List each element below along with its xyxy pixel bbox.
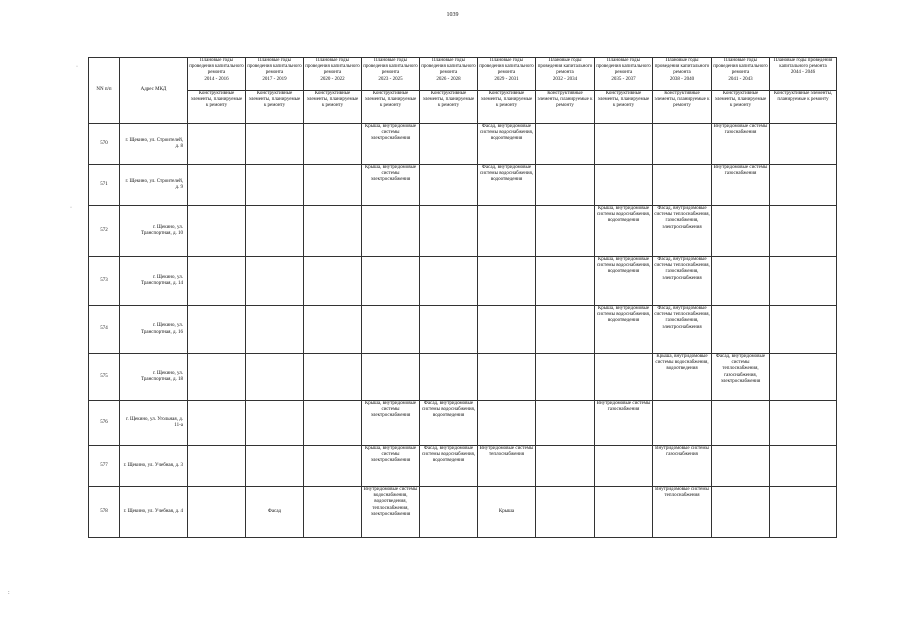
row-cell (770, 354, 837, 401)
header-period-label: Плановые годы проведения капитального ремонта (189, 58, 244, 76)
header-elements-10: Конструктивные элементы, планируемые к ремонту (770, 91, 837, 124)
page-number: 1039 (446, 12, 459, 18)
header-elements-6: Конструктивные элементы, планируемые к ремонту (536, 91, 595, 124)
header-period-10 (770, 58, 837, 91)
row-cell (595, 165, 653, 206)
row-cell (188, 446, 246, 487)
row-cell (595, 124, 653, 165)
row-cell: Крыша, внутридомовые системы электроснабжения (362, 165, 420, 206)
header-period-8 (653, 58, 712, 91)
row-cell (478, 354, 536, 401)
row-cell (362, 257, 420, 306)
header-period-years: 2044 - 2046 (790, 70, 816, 76)
table-row (89, 165, 837, 206)
row-number: 575 (89, 354, 120, 401)
header-period-label: Плановые годы проведения капитального ремонта (713, 58, 768, 76)
header-elements-5: Конструктивные элементы, планируемые к ремонту (478, 91, 536, 124)
header-period-9 (712, 58, 770, 91)
row-cell (770, 401, 837, 446)
header-elements-9: Конструктивные элементы, планируемые к ремонту (712, 91, 770, 124)
row-cell: Внутридомовые системы теплоснабжения (653, 487, 712, 538)
header-period-2 (304, 58, 362, 91)
row-number: 576 (89, 401, 120, 446)
header-period-label: Плановые годы проведения капитального ремонта (247, 58, 302, 76)
table-row (89, 401, 837, 446)
header-period-5 (478, 58, 536, 91)
header-period-years: 2029 - 2031 (494, 76, 519, 82)
row-cell (770, 487, 837, 538)
row-cell (188, 206, 246, 257)
row-number: 574 (89, 306, 120, 354)
header-period-years: 2038 - 2040 (669, 76, 695, 82)
row-number: 571 (89, 165, 120, 206)
table-row (89, 257, 837, 306)
header-period-label: Плановые годы проведения капитального ремонта (773, 58, 833, 70)
row-cell (478, 257, 536, 306)
row-address: г. Щекино, ул. Угольная, д. 11-а (120, 401, 188, 446)
row-cell (304, 124, 362, 165)
row-cell: Фасад, внутридомовые системы теплоснабжения, газоснабжения, электроснабжения (653, 306, 712, 354)
table-row (89, 124, 837, 165)
header-period-years: 2026 - 2028 (436, 76, 461, 82)
header-elements-3: Конструктивные элементы, планируемые к ремонту (362, 91, 420, 124)
row-cell (304, 487, 362, 538)
row-cell (304, 257, 362, 306)
row-cell: Внутридомовые системы газоснабжения (712, 165, 770, 206)
row-address: г. Щекино, ул. Транспортная, д. 14 (120, 257, 188, 306)
row-cell (246, 165, 304, 206)
header-period-1 (246, 58, 304, 91)
row-cell (770, 257, 837, 306)
row-cell (712, 306, 770, 354)
row-cell (770, 124, 837, 165)
header-period-years: 2017 - 2019 (262, 76, 287, 82)
header-elements-4: Конструктивные элементы, планируемые к ремонту (420, 91, 478, 124)
header-period-4 (420, 58, 478, 91)
row-cell: Фасад, внутридомовые системы теплоснабжения, газоснабжения, электроснабжения (712, 354, 770, 401)
row-cell (420, 124, 478, 165)
row-cell (304, 401, 362, 446)
row-cell (478, 306, 536, 354)
header-period-3 (362, 58, 420, 91)
row-cell (536, 446, 595, 487)
header-period-label: Плановые годы проведения капитального ремонта (654, 58, 710, 76)
row-cell (362, 354, 420, 401)
row-cell (188, 354, 246, 401)
row-cell (304, 206, 362, 257)
row-cell (770, 165, 837, 206)
row-cell: Внутридомовые системы газоснабжения (653, 446, 712, 487)
row-address: г. Щекино, ул. Транспортная, д. 16 (120, 306, 188, 354)
row-cell (712, 446, 770, 487)
row-cell (536, 124, 595, 165)
row-cell (653, 165, 712, 206)
row-address: г. Щекино, ул. Транспортная, д. 10 (120, 206, 188, 257)
row-cell (595, 487, 653, 538)
row-cell (420, 206, 478, 257)
row-cell: Крыша, внутридомовые системы электроснабжения (362, 446, 420, 487)
row-cell (770, 306, 837, 354)
table-row (89, 306, 837, 354)
header-period-years: 2032 - 2034 (552, 76, 578, 82)
header-period-label: Плановые годы проведения капитального ремонта (596, 58, 651, 76)
row-cell (420, 165, 478, 206)
repair-schedule-table (88, 57, 837, 538)
header-period-label: Плановые годы проведения капитального ремонта (305, 58, 360, 76)
header-num: NN п/п (89, 58, 120, 124)
header-period-label: Плановые годы проведения капитального ремонта (537, 58, 593, 76)
row-cell (653, 124, 712, 165)
header-period-label: Плановые годы проведения капитального ремонта (421, 58, 476, 76)
row-cell: Внутридомовые системы газоснабжения (595, 401, 653, 446)
row-cell: Крыша (478, 487, 536, 538)
row-cell (536, 487, 595, 538)
row-cell (246, 446, 304, 487)
table-row (89, 354, 837, 401)
row-number: 573 (89, 257, 120, 306)
row-address: г. Щекино, ул. Транспортная, д. 18 (120, 354, 188, 401)
row-cell (362, 306, 420, 354)
header-period-years: 2023 - 2025 (378, 76, 403, 82)
table-row (89, 206, 837, 257)
row-cell: Крыша, внутридомовые системы водоснабжения, водоотведения (595, 306, 653, 354)
row-cell (595, 446, 653, 487)
header-elements-7: Конструктивные элементы, планируемые к ремонту (595, 91, 653, 124)
row-cell (770, 446, 837, 487)
row-cell: Фасад, внутридомовые системы водоснабжения, водоотведения (478, 124, 536, 165)
row-cell (246, 401, 304, 446)
row-cell (420, 257, 478, 306)
margin-dot: : (8, 590, 10, 596)
table-row (89, 487, 837, 538)
header-period-0 (188, 58, 246, 91)
row-cell (712, 487, 770, 538)
margin-dot: · (70, 205, 72, 211)
row-cell (420, 487, 478, 538)
row-cell (536, 354, 595, 401)
row-cell: Внутридомовые системы водоснабжения, водоотведения, теплоснабжения, электроснабжения (362, 487, 420, 538)
row-cell (188, 124, 246, 165)
header-elements-1: Конструктивные элементы, планируемые к ремонту (246, 91, 304, 124)
row-cell (188, 487, 246, 538)
row-cell (304, 306, 362, 354)
row-cell (712, 206, 770, 257)
row-cell (536, 206, 595, 257)
row-cell (246, 306, 304, 354)
row-cell (362, 206, 420, 257)
row-cell (246, 124, 304, 165)
row-cell: Крыша, внутридомовые системы водоснабжения, водоотведения (595, 257, 653, 306)
row-address: г. Щекино, ул. Строителей, д. 9 (120, 165, 188, 206)
row-cell: Фасад (246, 487, 304, 538)
row-cell: Внутридомовые системы теплоснабжения (478, 446, 536, 487)
row-address: г. Щекино, ул. Учебная, д. 3 (120, 446, 188, 487)
row-cell (246, 206, 304, 257)
row-cell: Фасад, внутридомовые системы теплоснабжения, газоснабжения, электроснабжения (653, 206, 712, 257)
header-period-years: 2014 - 2016 (204, 76, 229, 82)
row-cell (188, 257, 246, 306)
header-period-years: 2035 - 2037 (611, 76, 636, 82)
row-cell: Крыша, внутридомовые системы водоснабжения, водоотведения (595, 206, 653, 257)
row-cell (246, 257, 304, 306)
row-number: 578 (89, 487, 120, 538)
row-address: г. Щекино, ул. Строителей, д. 8 (120, 124, 188, 165)
header-elements-8: Конструктивные элементы, планируемые к ремонту (653, 91, 712, 124)
header-period-years: 2020 - 2022 (320, 76, 345, 82)
row-cell (304, 446, 362, 487)
row-cell (536, 401, 595, 446)
row-address: г. Щекино, ул. Учебная, д. 4 (120, 487, 188, 538)
row-cell (653, 401, 712, 446)
row-cell (712, 257, 770, 306)
header-period-label: Плановые годы проведения капитального ремонта (363, 58, 418, 76)
row-cell: Фасад, внутридомовые системы водоснабжения, водоотведения (420, 446, 478, 487)
row-cell (304, 165, 362, 206)
header-period-7 (595, 58, 653, 91)
row-cell: Крыша, внутридомовые системы водоснабжения, водоотведения (653, 354, 712, 401)
table-row (89, 446, 837, 487)
row-cell (536, 257, 595, 306)
row-cell: Фасад, внутридомовые системы теплоснабжения, газоснабжения, электроснабжения (653, 257, 712, 306)
row-cell: Фасад, внутридомовые системы водоснабжения, водоотведения (478, 165, 536, 206)
row-cell (536, 165, 595, 206)
header-elements-2: Конструктивные элементы, планируемые к ремонту (304, 91, 362, 124)
row-cell (478, 206, 536, 257)
row-cell (188, 401, 246, 446)
row-cell (304, 354, 362, 401)
row-cell (712, 401, 770, 446)
header-period-6 (536, 58, 595, 91)
row-cell (246, 354, 304, 401)
row-cell: Внутридомовые системы газоснабжения (712, 124, 770, 165)
row-cell: Фасад, внутридомовые системы водоснабжения, водоотведения (420, 401, 478, 446)
row-cell (420, 306, 478, 354)
header-period-label: Плановые годы проведения капитального ремонта (479, 58, 534, 76)
header-elements-0: Конструктивные элементы, планируемые к ремонту (188, 91, 246, 124)
row-cell: Крыша, внутридомовые системы электроснабжения (362, 401, 420, 446)
row-cell (595, 354, 653, 401)
row-cell (188, 165, 246, 206)
row-number: 572 (89, 206, 120, 257)
row-number: 577 (89, 446, 120, 487)
row-cell (188, 306, 246, 354)
margin-dot: · (76, 64, 78, 70)
row-cell (770, 206, 837, 257)
header-address: Адрес МКД (120, 58, 188, 124)
row-cell (536, 306, 595, 354)
row-number: 570 (89, 124, 120, 165)
row-cell: Крыша, внутридомовые системы электроснабжения (362, 124, 420, 165)
row-cell (478, 401, 536, 446)
header-period-years: 2041 - 2043 (728, 76, 753, 82)
row-cell (420, 354, 478, 401)
